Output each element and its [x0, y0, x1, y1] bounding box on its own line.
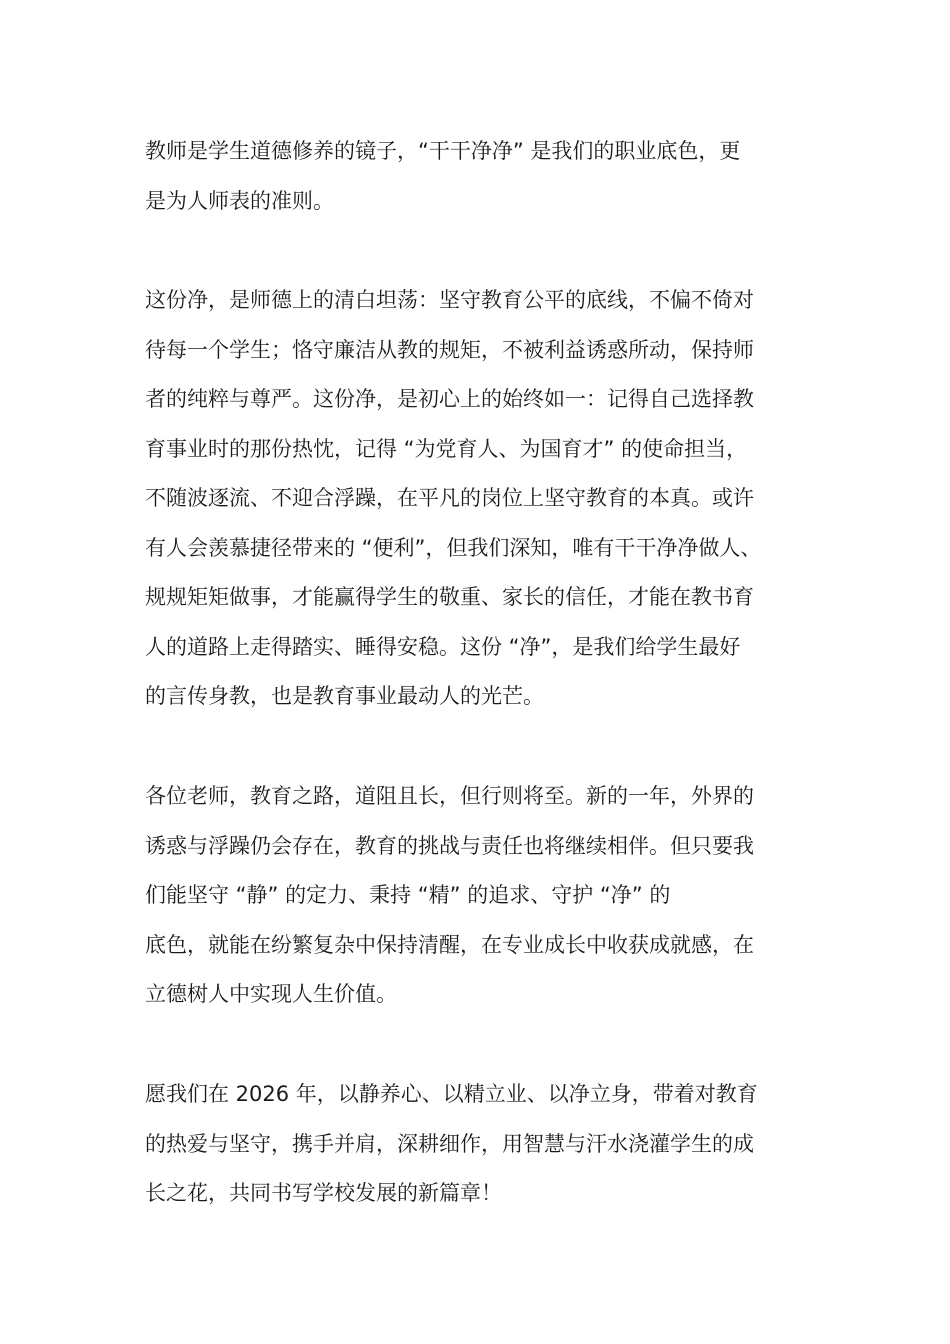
- text-line: 的热爱与坚守，携手并肩，深耕细作，用智慧与汗水浇灌学生的成: [145, 1131, 754, 1156]
- paragraph-2: [145, 276, 825, 722]
- text-line: 人的道路上走得踏实、睡得安稳。这份 “净”，是我们给学生最好: [145, 634, 741, 659]
- text-line: 规规矩矩做事，才能赢得学生的敬重、家长的信任，才能在教书育: [145, 585, 754, 609]
- text-line: 育事业时的那份热忱，记得 “为党育人、为国育才” 的使命担当，: [145, 436, 748, 461]
- text-line: 这份净，是师德上的清白坦荡：坚守教育公平的底线，不偏不倚对: [145, 288, 754, 312]
- paragraph-4: [145, 1070, 825, 1219]
- text-line: 教师是学生道德修养的镜子，“干干净净” 是我们的职业底色，更: [145, 139, 741, 163]
- text-line: 者的纯粹与尊严。这份净，是初心上的始终如一：记得自己选择教: [145, 387, 754, 411]
- text-line: 有人会羡慕捷径带来的 “便利”，但我们深知，唯有干干净净做人、: [145, 535, 762, 560]
- text-line: 各位老师，教育之路，道阻且长，但行则将至。新的一年，外界的: [145, 784, 754, 808]
- text-line: 底色，就能在纷繁复杂中保持清醒，在专业成长中收获成就感，在: [145, 932, 754, 957]
- paragraph-3: [145, 772, 825, 1020]
- text-line: 不随波逐流、不迎合浮躁，在平凡的岗位上坚守教育的本真。或许: [145, 486, 754, 510]
- text-line: 愿我们在 2026 年，以静养心、以精立业、以净立身，带着对教育: [145, 1082, 758, 1106]
- text-line: 诱惑与浮躁仍会存在，教育的挑战与责任也将继续相伴。但只要我: [145, 833, 754, 858]
- text-line: 长之花，共同书写学校发展的新篇章！: [145, 1181, 502, 1205]
- text-line: 们能坚守 “静” 的定力、秉持 “精” 的追求、守护 “净” 的: [145, 883, 671, 907]
- text-line: 是为人师表的准则。: [145, 188, 334, 213]
- text-line: 待每一个学生；恪守廉洁从教的规矩，不被利益诱惑所动，保持师: [145, 337, 754, 362]
- paragraph-1: [145, 127, 825, 226]
- text-line: 立德树人中实现人生价值。: [145, 982, 397, 1006]
- text-line: 的言传身教，也是教育事业最动人的光芒。: [145, 684, 544, 708]
